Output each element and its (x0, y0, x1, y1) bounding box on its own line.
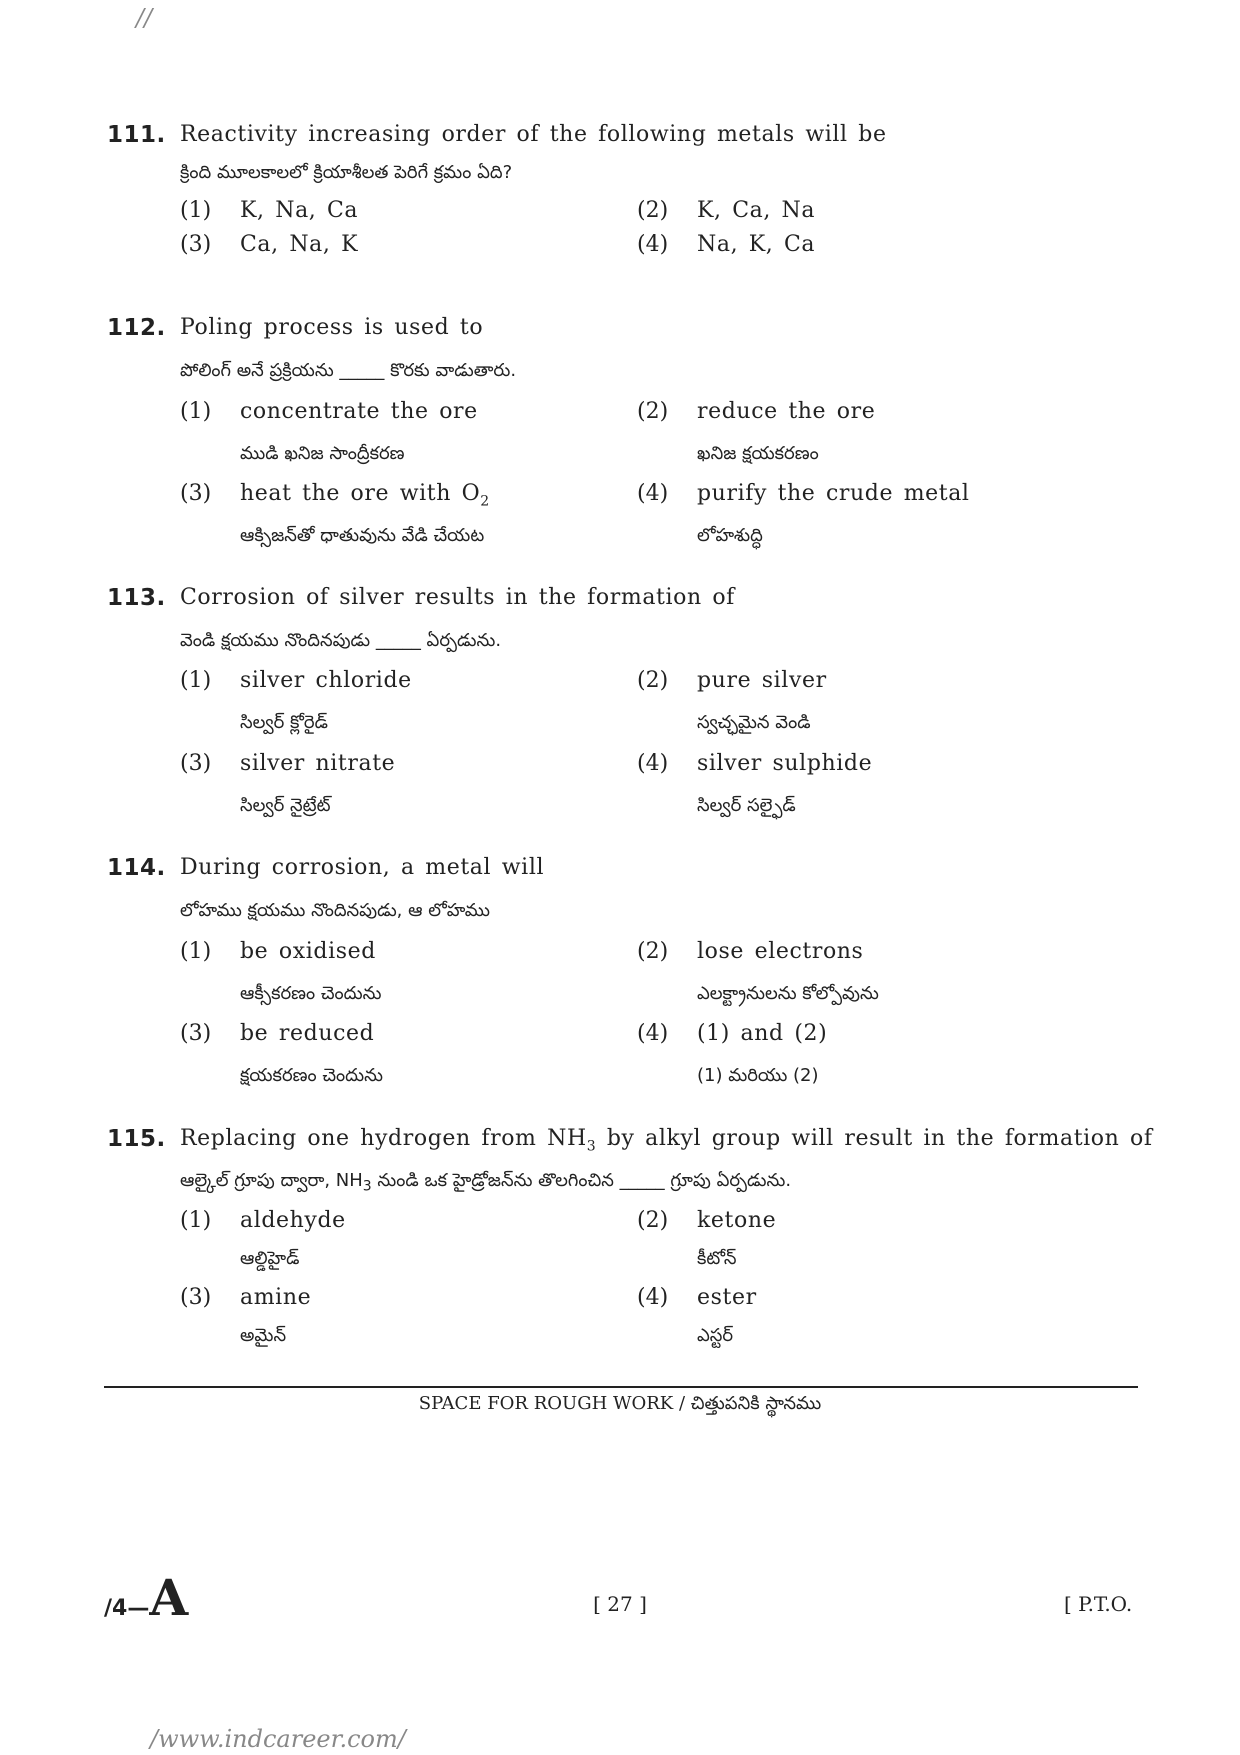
option-text-en: be oxidised (240, 939, 376, 964)
option-text-en: purify the crude metal (697, 481, 970, 506)
option-text-en: concentrate the ore (240, 399, 478, 424)
booklet-code-prefix: /4— (104, 1596, 150, 1621)
subscript: 3 (586, 1138, 597, 1155)
option-number: (4) (637, 1021, 669, 1046)
option-text-en (240, 481, 490, 509)
option-text-te: స్వచ్ఛమైన వెండి (697, 712, 811, 733)
option-text-en: silver sulphide (697, 751, 873, 776)
option-number: (4) (637, 232, 669, 257)
option-text-en: silver nitrate (240, 751, 396, 776)
option-text-te: లోహశుద్ధి (697, 525, 763, 546)
rough-work-label: SPACE FOR ROUGH WORK / చిత్తుపనికి స్థానము (418, 1393, 822, 1414)
subscript: 2 (480, 493, 490, 510)
option-text-en: reduce the ore (697, 399, 876, 424)
question-number: 115. (107, 1126, 166, 1152)
option-text-te: ఎలక్ట్రానులను కోల్పోవును (697, 983, 879, 1004)
question-number: 112. (107, 315, 166, 341)
option-number: (1) (180, 1208, 212, 1233)
option-number: (3) (180, 232, 212, 257)
option-number: (4) (637, 751, 669, 776)
question-text-part: నుండి ఒక హైడ్రోజన్‌ను తొలగించిన _____ గ్రూపు ఏర్పడును. (371, 1170, 792, 1191)
option-text-en: aldehyde (240, 1208, 346, 1233)
question-text-en: Corrosion of silver results in the formation of (180, 585, 735, 610)
question-number: 113. (107, 585, 166, 611)
option-text-en: K, Ca, Na (697, 198, 816, 223)
option-number: (1) (180, 198, 212, 223)
option-text-te: అమైన్ (240, 1325, 287, 1346)
question-text-te (180, 1170, 791, 1195)
option-text-main: heat the ore with O (240, 481, 481, 506)
option-text-te: ముడి ఖనిజ సాంద్రీకరణ (240, 443, 405, 464)
question-text-en: Reactivity increasing order of the following metals will be (180, 122, 887, 147)
option-text-te: సిల్వర్ క్లోరైడ్ (240, 712, 328, 733)
option-number: (2) (637, 399, 669, 424)
footer-url: /www.indcareer.com/ (150, 1725, 406, 1753)
option-text-te: ఖనిజ క్షయకరణం (697, 443, 819, 464)
option-text-te: సిల్వర్ సల్ఫైడ్ (697, 795, 796, 816)
option-text-te: సిల్వర్ నైట్రేట్ (240, 795, 331, 816)
question-number: 114. (107, 855, 166, 881)
option-text-en: pure silver (697, 668, 827, 693)
pto-label: [ P.T.O. (1064, 1592, 1133, 1616)
question-text-te: లోహము క్షయము నొందినపుడు, ఆ లోహము (180, 900, 491, 921)
option-text-te: క్షయకరణం చెందును (240, 1065, 383, 1086)
option-text-en: silver chloride (240, 668, 412, 693)
option-text-te: (1) మరియు (2) (697, 1065, 819, 1086)
option-number: (2) (637, 1208, 669, 1233)
booklet-code-letter: A (149, 1568, 189, 1627)
option-text-en: ester (697, 1285, 757, 1310)
question-text-en: During corrosion, a metal will (180, 855, 545, 880)
option-number: (4) (637, 1285, 669, 1310)
option-number: (4) (637, 481, 669, 506)
option-number: (3) (180, 1021, 212, 1046)
option-text-te: కీటోన్ (697, 1248, 737, 1269)
question-text-part: Replacing one hydrogen from NH (180, 1126, 587, 1151)
option-text-te: ఆక్సీకరణం చెందును (240, 983, 382, 1004)
option-number: (1) (180, 668, 212, 693)
subscript: 3 (362, 1178, 372, 1195)
question-number: 111. (107, 122, 166, 148)
option-text-en: K, Na, Ca (240, 198, 359, 223)
question-text-en (180, 1126, 1153, 1154)
option-text-en: Na, K, Ca (697, 232, 816, 257)
option-number: (2) (637, 668, 669, 693)
option-text-te: ఎస్టర్ (697, 1325, 734, 1346)
option-number: (2) (637, 939, 669, 964)
option-number: (3) (180, 751, 212, 776)
option-number: (1) (180, 939, 212, 964)
option-text-en: (1) and (2) (697, 1021, 828, 1046)
option-text-en: amine (240, 1285, 312, 1310)
question-text-en: Poling process is used to (180, 315, 484, 340)
top-mark: // (136, 4, 153, 32)
option-number: (3) (180, 481, 212, 506)
option-text-en: ketone (697, 1208, 777, 1233)
option-number: (1) (180, 399, 212, 424)
question-text-te: వెండి క్షయము నొందినపుడు _____ ఏర్పడును. (180, 630, 502, 651)
option-number: (2) (637, 198, 669, 223)
question-text-part: by alkyl group will result in the formation of (596, 1126, 1153, 1151)
question-text-te: పోలింగ్ అనే ప్రక్రియను _____ కొరకు వాడుతారు. (180, 360, 517, 381)
option-number: (3) (180, 1285, 212, 1310)
divider (104, 1386, 1138, 1388)
option-text-en: lose electrons (697, 939, 864, 964)
question-text-part: ఆల్కైల్ గ్రూపు ద్వారా, NH (180, 1170, 363, 1191)
option-text-te: ఆల్డిహైడ్ (240, 1248, 300, 1269)
option-text-en: Ca, Na, K (240, 232, 359, 257)
option-text-te: ఆక్సిజన్‌తో ధాతువును వేడి చేయట (240, 525, 485, 546)
option-text-en: be reduced (240, 1021, 375, 1046)
page-number: [ 27 ] (593, 1592, 647, 1616)
question-text-te: క్రింది మూలకాలలో క్రియాశీలత పెరిగే క్రమం ఏది? (180, 162, 513, 183)
